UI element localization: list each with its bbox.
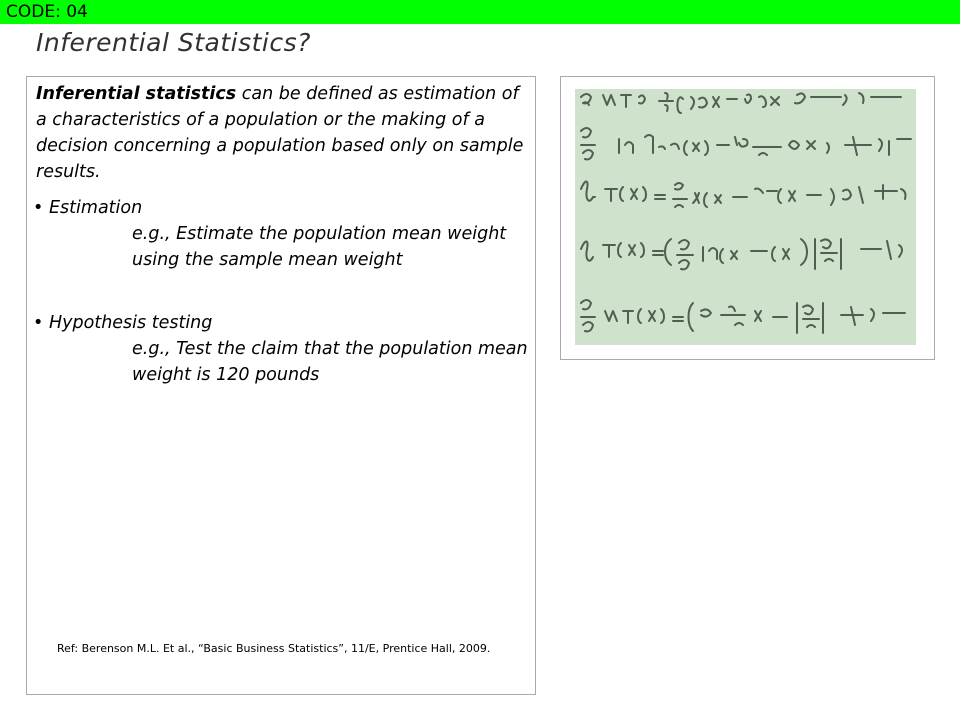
code-label: CODE: 04 <box>6 2 88 22</box>
intro-term: Inferential statistics <box>36 84 237 104</box>
bullet-dot-icon: • <box>33 313 44 333</box>
bullet-hypothesis-testing <box>33 310 529 388</box>
math-formulas-image <box>575 89 916 345</box>
intro-paragraph <box>36 81 532 185</box>
code-bar <box>0 0 960 24</box>
bullet-detail: e.g., Test the claim that the population mean weight is 120 pounds <box>132 339 528 385</box>
intro-text: can be defined as estimation of a characteristics of a population or the making of a decision concerning a population based only on sample results. <box>36 84 524 182</box>
bullet-detail: e.g., Estimate the population mean weight using the sample mean weight <box>132 224 507 270</box>
image-frame <box>560 76 935 360</box>
bullet-dot-icon: • <box>33 198 44 218</box>
bullet-heading: Estimation <box>49 198 143 218</box>
bullet-estimation <box>33 195 529 273</box>
bullet-heading: Hypothesis testing <box>49 313 213 333</box>
content-box <box>26 76 536 695</box>
slide-title: Inferential Statistics? <box>36 28 311 57</box>
reference-citation: Ref: Berenson M.L. Et al., “Basic Business Statistics”, 11/E, Prentice Hall, 2009. <box>57 642 491 655</box>
